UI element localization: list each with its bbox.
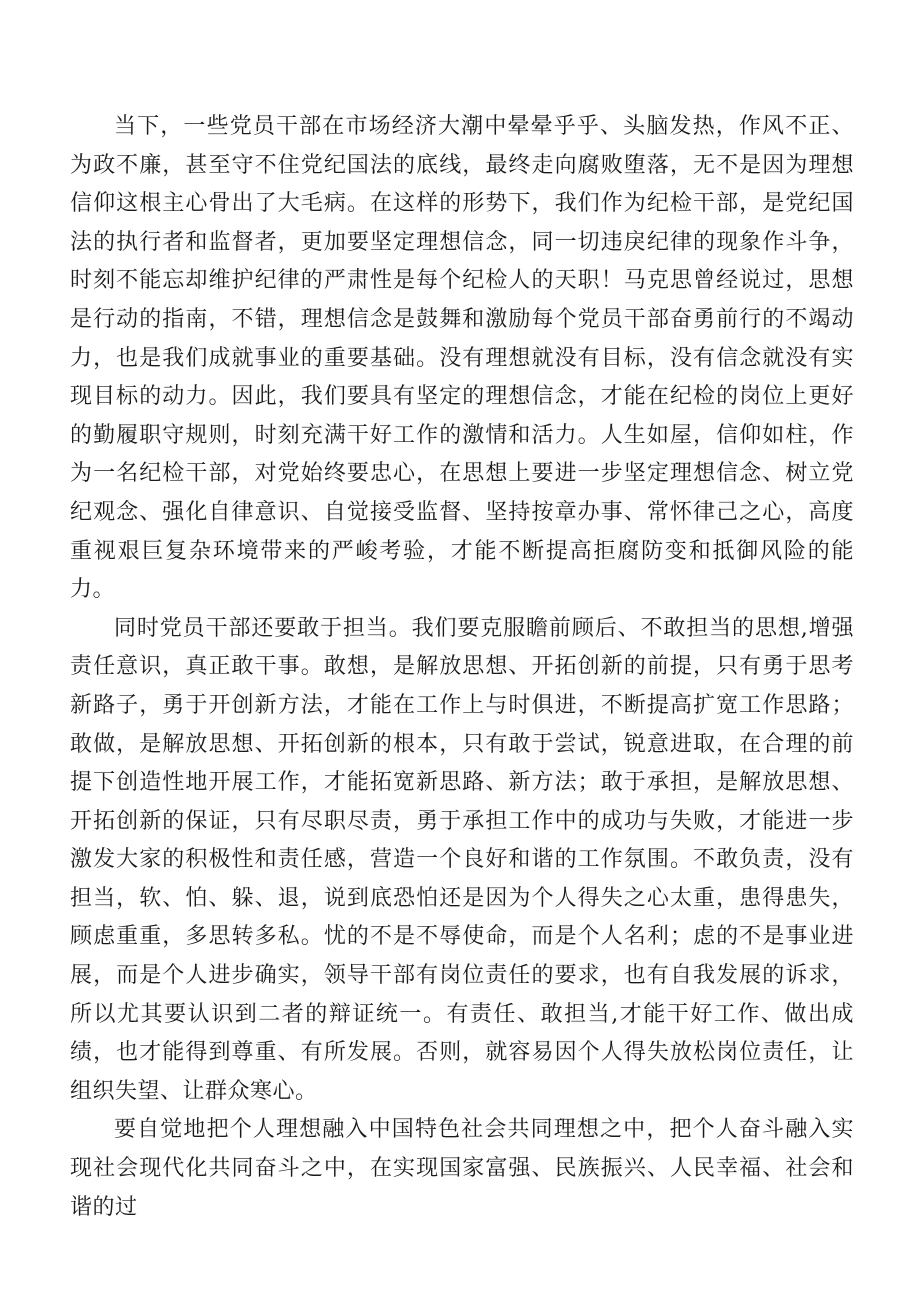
- paragraph-integration: 要自觉地把个人理想融入中国特色社会共同理想之中，把个人奋斗融入实现社会现代化共同奋斗之中，在实现国家富强、民族振兴、人民幸福、社会和谐的过: [70, 1117, 854, 1220]
- paragraph-ideals: 当下，一些党员干部在市场经济大潮中晕晕乎乎、头脑发热，作风不正、为政不廉，甚至守不住党纪国法的底线，最终走向腐败堕落，无不是因为理想信仰这根主心骨出了大毛病。在这样的形势下，我们作为纪检干部，是党纪国法的执行者和监督者，更加要坚定理想信念，同一切违戾纪律的现象作斗争，时刻不能忘却维护纪律的严肃性是每个纪检人的天职！马克思曾经说过，思想是行动的指南，不错，理想信念是鼓舞和激励每个党员干部奋勇前行的不竭动力，也是我们成就事业的重要基础。没有理想就没有目标，没有信念就没有实现目标的动力。因此，我们要具有坚定的理想信念，才能在纪检的岗位上更好的勤履职守规则，时刻充满干好工作的激情和活力。人生如屋，信仰如柱，作为一名纪检干部，对党始终要忠心，在思想上要进一步坚定理想信念、树立党纪观念、强化自律意识、自觉接受监督、坚持按章办事、常怀律己之心，高度重视艰巨复杂环境带来的严峻考验，才能不断提高拒腐防变和抵御风险的能力。: [70, 114, 854, 603]
- document-body: [70, 108, 854, 1227]
- paragraph-responsibility: 同时党员干部还要敢于担当。我们要克服瞻前顾后、不敢担当的思想,增强责任意识，真正敢干事。敢想，是解放思想、开拓创新的前提，只有勇于思考新路子，勇于开创新方法，才能在工作上与时俱进，不断提高扩宽工作思路；敢做，是解放思想、开拓创新的根本，只有敢于尝试，锐意进取，在合理的前提下创造性地开展工作，才能拓宽新思路、新方法；敢于承担，是解放思想、开拓创新的保证，只有尽职尽责，勇于承担工作中的成功与失败，才能进一步激发大家的积极性和责任感，营造一个良好和谐的工作氛围。不敢负责，没有担当，软、怕、躲、退，说到底恐怕还是因为个人得失之心太重，患得患失，顾虑重重，多思转多私。忧的不是不辱使命，而是个人名利；虑的不是事业进展，而是个人进步确实，领导干部有岗位责任的要求，也有自我发展的诉求，所以尤其要认识到二者的辩证统一。有责任、敢担当,才能干好工作、做出成绩，也才能得到尊重、有所发展。否则，就容易因个人得失放松岗位责任，让组织失望、让群众寒心。: [70, 615, 854, 1104]
